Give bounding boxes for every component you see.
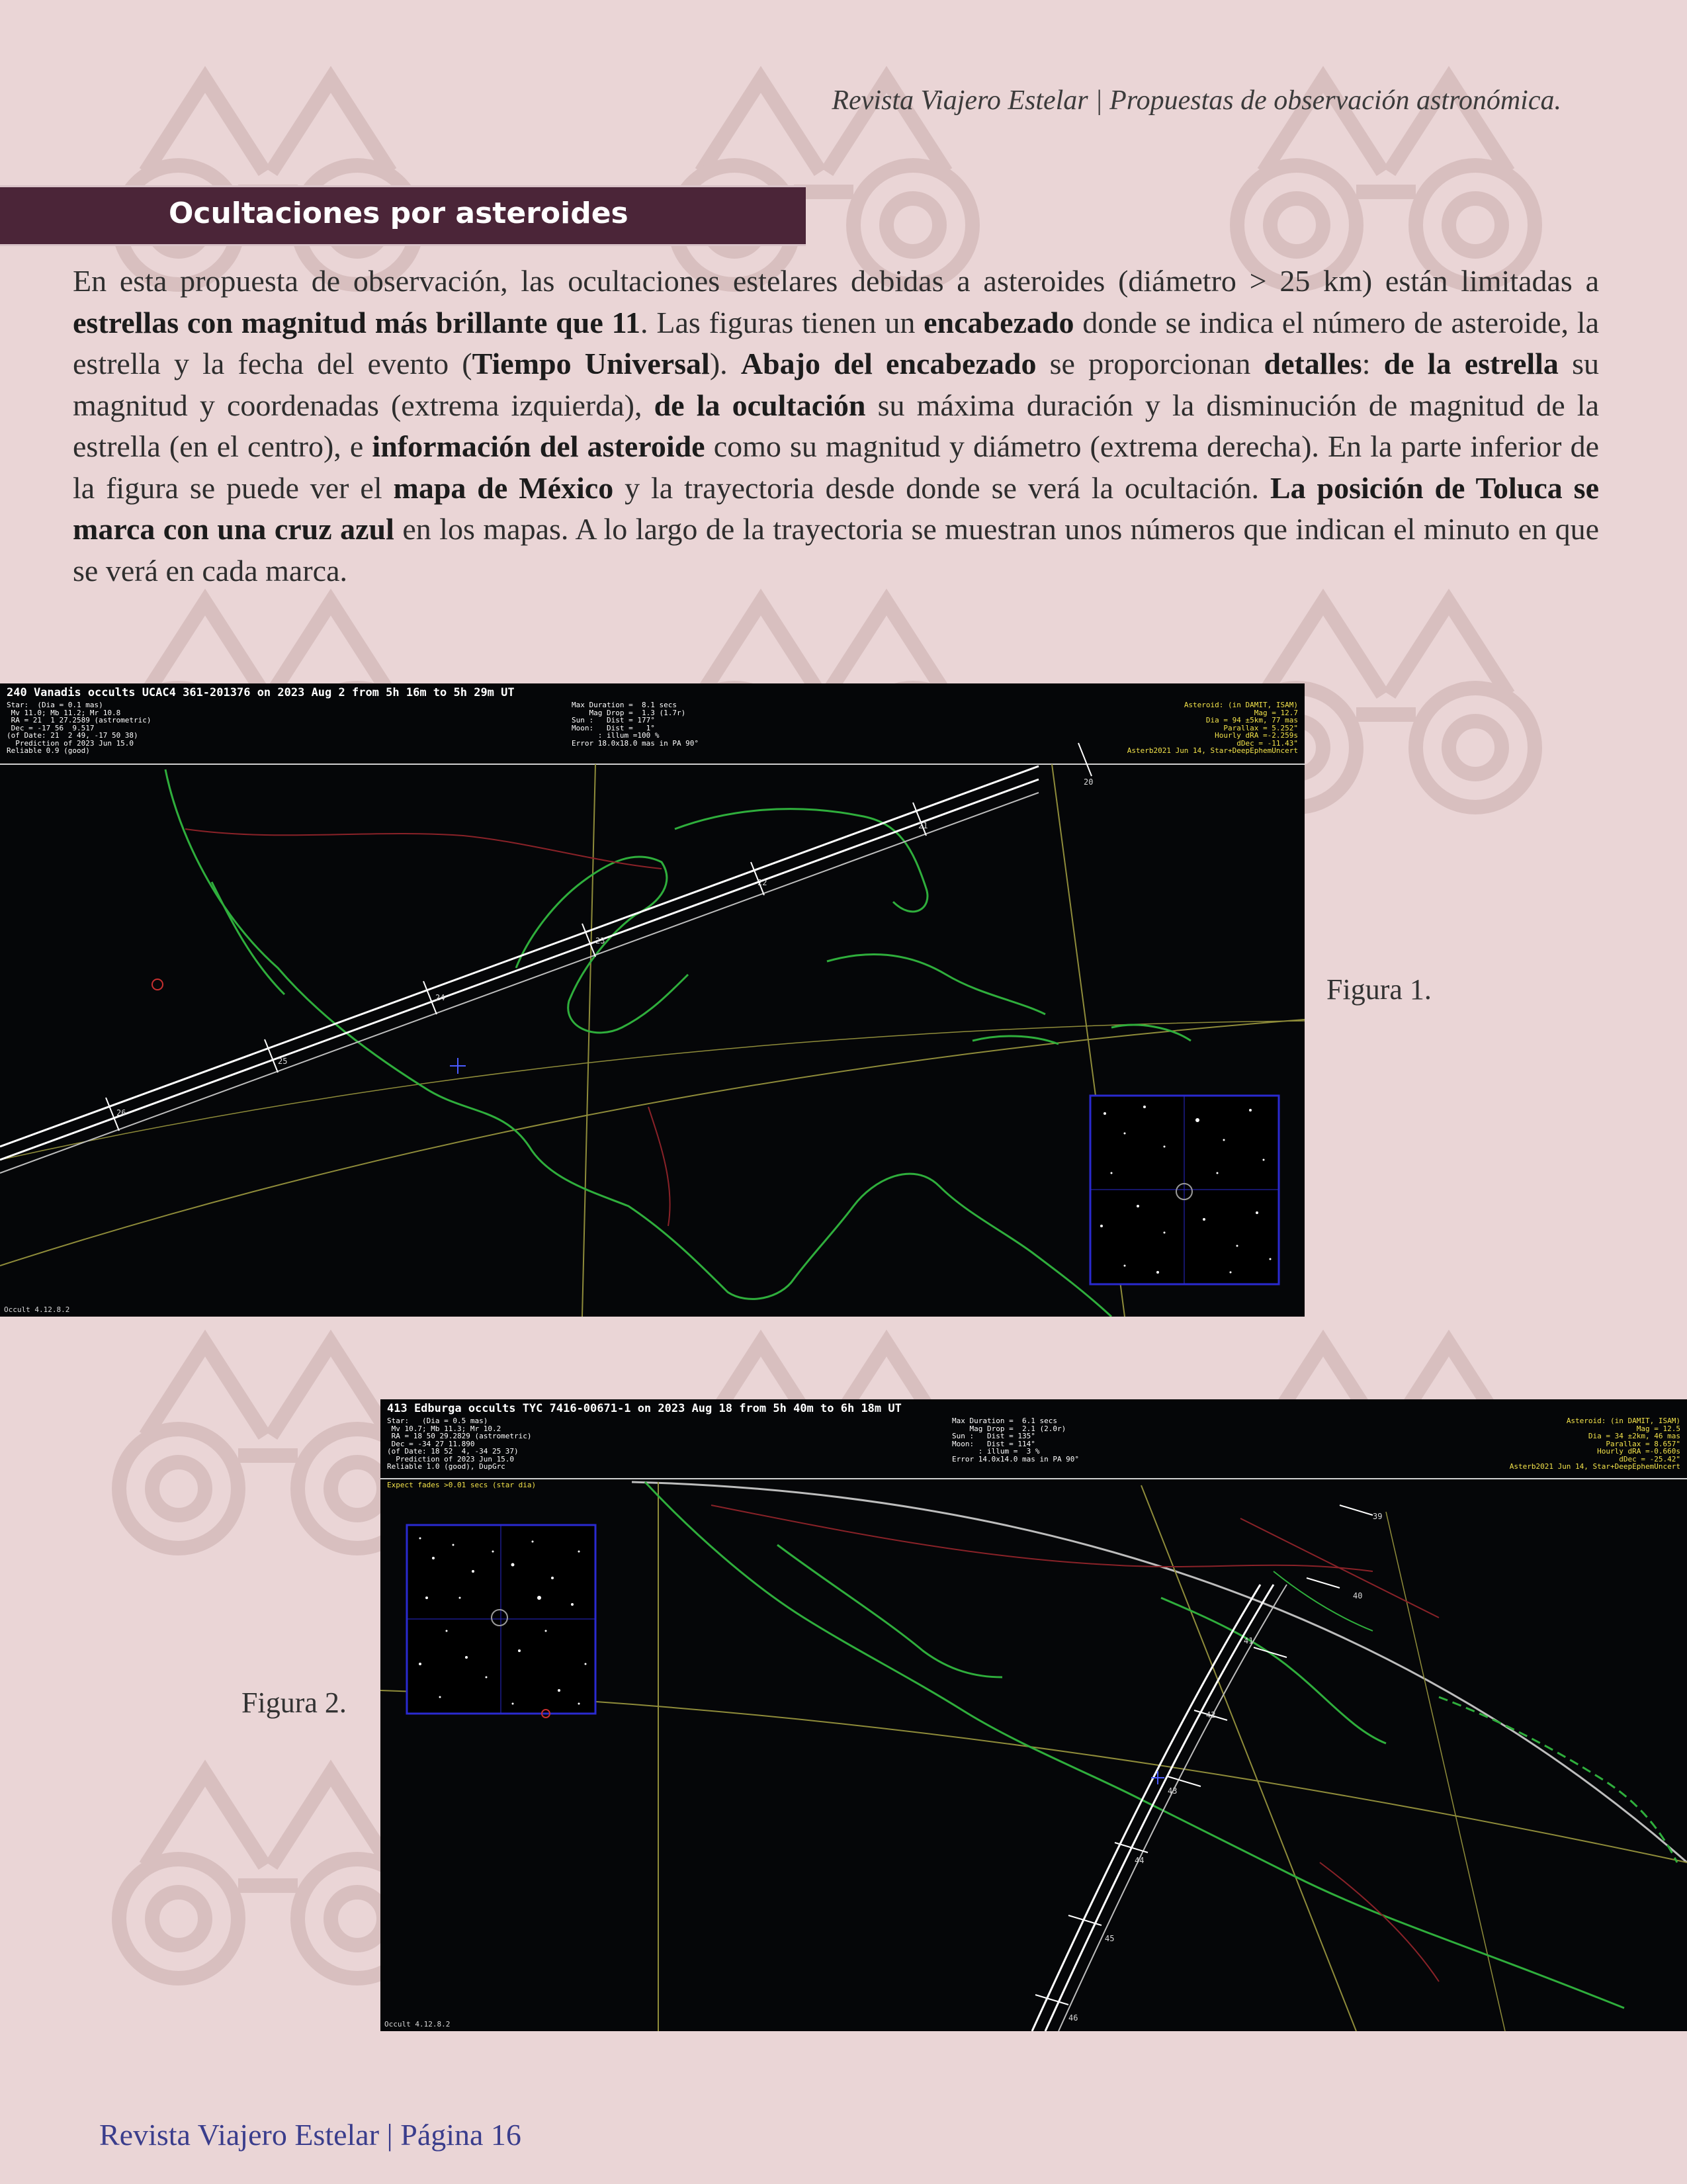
- figure-1-minute-22: 22: [757, 878, 767, 887]
- figure-2-minute-40: 40: [1353, 1591, 1363, 1600]
- figure-1-asteroid-info: Asteroid: (in DAMIT, ISAM) Mag = 12.7 Dia = 94 ±5km, 77 mas Parallax = 5.252" Hourly dRA =-2.259s dDec = -11.43" Asterb2021 Jun 14, Star+DeepEphemUncert: [1127, 701, 1298, 756]
- figure-2-minute-41: 41: [1244, 1636, 1254, 1645]
- figure-1-event-info: Max Duration = 8.1 secs Mag Drop = 1.3 (1.7r) Sun : Dist = 177° Moon: Dist = 1° : illum =100 % Error 18.0x18.0 mas in PA 90°: [572, 701, 699, 748]
- figure-2-minute-45: 45: [1105, 1934, 1115, 1943]
- section-title-bar: [0, 185, 806, 246]
- page-footer: Revista Viajero Estelar | Página 16: [99, 2118, 521, 2152]
- figure-2-minute-46: 46: [1068, 2013, 1078, 2023]
- figure-1-minute-26: 26: [116, 1108, 126, 1117]
- figure-1-star-info: Star: (Dia = 0.1 mas) Mv 11.0; Mb 11.2; Mr 10.8 RA = 21 1 27.2589 (astrometric) Dec = -17 56 9.517 (of Date: 21 2 49, -17 50 38) Prediction of 2023 Jun 15.0 Reliable 0.9 (good): [7, 701, 151, 756]
- figure-2-minute-43: 43: [1168, 1786, 1178, 1796]
- figure-2-asteroid-info: Asteroid: (in DAMIT, ISAM) Mag = 12.5 Dia = 34 ±2km, 46 mas Parallax = 8.657" Hourly dRA =-0.660s dDec = -25.42" Asterb2021 Jun 14, Star+DeepEphemUncert: [1509, 1417, 1680, 1471]
- intro-paragraph: En esta propuesta de observación, las ocultaciones estelares debidas a asteroides (diámetro > 25 km) están limitadas a estrellas con magnitud más brillante que 11. Las figuras tienen un encabezado donde se indica el número de asteroide, la estrella y la fecha del evento (Tiempo Universal). Abajo del encabezado se proporcionan detalles: de la estrella su magnitud y coordenadas (extrema izquierda), de la ocultación su máxima duración y la disminución de magnitud de la estrella (en el centro), e información del asteroide como su magnitud y diámetro (extrema derecha). En la parte inferior de la figura se puede ver el mapa de México y la trayectoria desde donde se verá la ocultación. La posición de Toluca se marca con una cruz azul en los mapas. A lo largo de la trayectoria se muestran unos números que indican el minuto en que se verá en cada marca.: [73, 264, 1600, 588]
- figure-1-title: 240 Vanadis occults UCAC4 361-201376 on 2023 Aug 2 from 5h 16m to 5h 29m UT: [7, 686, 515, 699]
- figure-2-star-info: Star: (Dia = 0.5 mas) Mv 10.7; Mb 11.3; Mr 10.2 RA = 18 50 29.2829 (astrometric) Dec = -34 27 11.890 (of Date: 18 52 4, -34 25 37) Prediction of 2023 Jun 15.0 Reliable 1.0 (good), DupGrc: [387, 1417, 532, 1471]
- running-header: Revista Viajero Estelar | Propuestas de observación astronómica.: [832, 85, 1561, 116]
- figure-1-minute-23: 23: [595, 936, 605, 945]
- figure-2-minute-39: 39: [1373, 1512, 1383, 1521]
- figure-1-caption: Figura 1.: [1326, 973, 1432, 1006]
- figure-2-fades-note: Expect fades >0.01 secs (star dia): [387, 1481, 537, 1489]
- figure-1-minute-24: 24: [435, 993, 445, 1002]
- section-title: Ocultaciones por asteroides: [169, 197, 628, 230]
- figure-2-minute-44: 44: [1135, 1856, 1145, 1865]
- figure-1-minute-25: 25: [278, 1057, 288, 1066]
- figure-2-caption: Figura 2.: [241, 1686, 347, 1719]
- figure-2-event-info: Max Duration = 6.1 secs Mag Drop = 2.1 (2.0r) Sun : Dist = 135° Moon: Dist = 114° : illum = 3 % Error 14.0x14.0 mas in PA 90°: [952, 1417, 1080, 1463]
- figure-2-map: [380, 1399, 1687, 2031]
- figure-1-footer: Occult 4.12.8.2: [4, 1305, 70, 1314]
- figure-1-map-drawing: [0, 683, 1305, 1317]
- figure-2-footer: Occult 4.12.8.2: [384, 2020, 451, 2029]
- figure-2-minute-42: 42: [1206, 1710, 1216, 1720]
- figure-1-map: [0, 683, 1305, 1317]
- figure-2-map-drawing: [380, 1399, 1687, 2031]
- figure-1-minute-21: 21: [918, 821, 928, 830]
- figure-2-title: 413 Edburga occults TYC 7416-00671-1 on 2023 Aug 18 from 5h 40m to 6h 18m UT: [387, 1402, 902, 1415]
- figure-1-minute-20: 20: [1084, 777, 1094, 787]
